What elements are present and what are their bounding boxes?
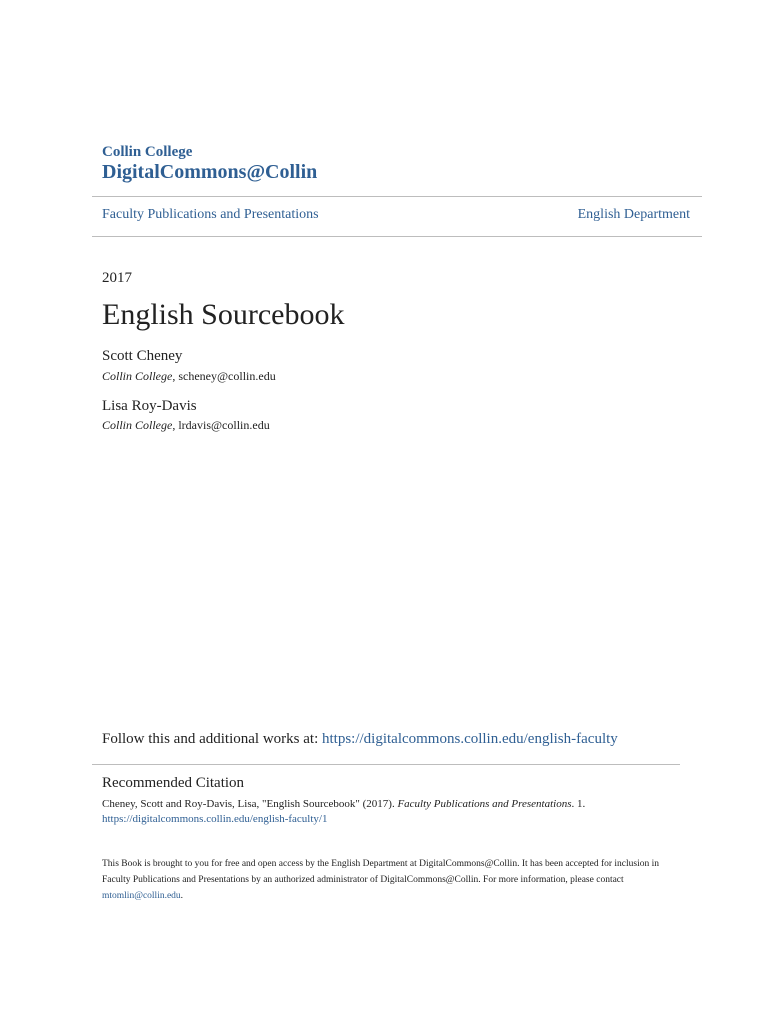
- notice-end: .: [180, 891, 184, 901]
- author-institution: Collin College: [102, 369, 173, 383]
- header-divider-bottom: [92, 236, 702, 237]
- contact-email-link[interactable]: mtomlin@collin.edu: [102, 891, 181, 901]
- author-affiliation: [102, 369, 276, 384]
- repository-link[interactable]: DigitalCommons@Collin: [102, 161, 318, 183]
- author-email-link[interactable]: lrdavis@collin.edu: [178, 418, 270, 432]
- author-institution: Collin College: [102, 418, 173, 432]
- citation-series: Faculty Publications and Presentations: [397, 798, 572, 810]
- document-title: English Sourcebook: [102, 298, 345, 331]
- citation-url-link[interactable]: https://digitalcommons.collin.edu/english-faculty/1: [102, 813, 328, 825]
- access-notice: [102, 856, 682, 904]
- follow-label: Follow this and additional works at:: [102, 731, 322, 747]
- header-divider-top: [92, 196, 702, 197]
- citation-text: [102, 797, 682, 827]
- affiliation-separator: ,: [172, 369, 179, 383]
- affiliation-separator: ,: [172, 418, 179, 432]
- collection-link[interactable]: Faculty Publications and Presentations: [102, 207, 319, 222]
- author-email-link[interactable]: scheney@collin.edu: [178, 369, 276, 383]
- citation-number: . 1.: [571, 798, 586, 810]
- citation-divider: [92, 764, 680, 765]
- author-affiliation: [102, 418, 270, 433]
- citation-main: Cheney, Scott and Roy-Davis, Lisa, "English Sourcebook" (2017).: [102, 798, 398, 810]
- publication-year: 2017: [102, 270, 132, 286]
- author-name: Lisa Roy-Davis: [102, 398, 197, 414]
- citation-heading: Recommended Citation: [102, 775, 245, 791]
- author-name: Scott Cheney: [102, 348, 183, 364]
- institution-link[interactable]: Collin College: [102, 144, 193, 160]
- follow-line: [102, 731, 618, 748]
- department-link[interactable]: English Department: [577, 207, 690, 222]
- follow-url-link[interactable]: https://digitalcommons.collin.edu/english-faculty: [321, 731, 618, 747]
- notice-text: This Book is brought to you for free and open access by the English Department at DigitalCommons@Collin. It has been accepted for inclusion in Faculty Publications and Presentations by an authorized administrator of DigitalCommons@Collin. For more information, please contact: [102, 859, 659, 885]
